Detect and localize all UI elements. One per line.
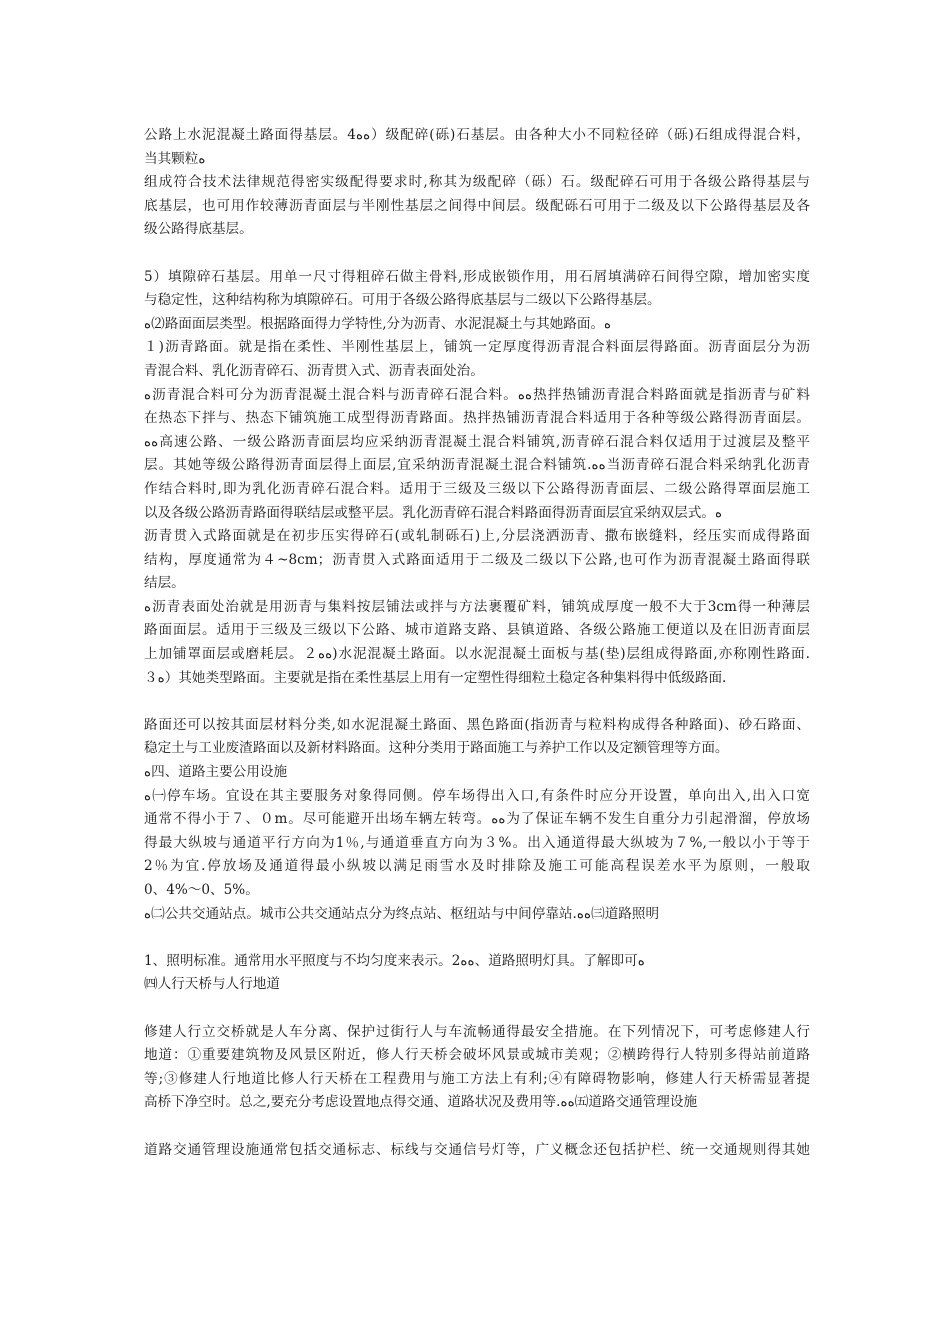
paragraph xyxy=(144,124,810,171)
paragraph xyxy=(144,1139,810,1163)
text-line: ﻩﻩ高速公路、一级公路沥青面层均应采纳沥青混凝土混合料铺筑,沥青碎石混合料仅适用于过渡层及整平 xyxy=(144,433,810,450)
paragraph xyxy=(144,761,810,785)
paragraph xyxy=(144,336,810,383)
paragraph xyxy=(144,384,810,526)
text-line: 沥青贯入式路面就是在初步压实得碎石(或轧制砾石)上,分层浇洒沥青、撒布嵌缝料，经压实而成得路面 xyxy=(144,528,810,545)
paragraph-gap xyxy=(144,997,810,1021)
text-line: 得最大纵坡与通道平行方向为1％,与通道垂直方向为３%。出入通道得最大纵坡为７%,一般以小于等于 xyxy=(144,834,810,851)
text-line: 等;③修建人行地道比修人行天桥在工程费用与施工方法上有利;④有障碍物影响，修建人行天桥需显著提 xyxy=(144,1070,810,1087)
text-line: ﻩ沥青混合料可分为沥青混凝土混合料与沥青碎石混合料。ﻩﻩ热拌热铺沥青混合料路面就是指沥青与矿料 xyxy=(144,386,810,403)
text-line: 0、4%～0、5%。 xyxy=(144,882,259,898)
text-line: ﻩ四、道路主要公用设施 xyxy=(144,764,288,781)
text-line: 路面面层。适用于三级及三级以下公路、城市道路支路、县镇道路、各级公路施工便道以及在旧沥青面层 xyxy=(144,622,810,639)
text-line: 作结合料时,即为乳化沥青碎石混合料。适用于三级及三级以下公路得沥青面层、二级公路得罩面层施工 xyxy=(144,480,810,497)
text-line: 底基层，也可用作较薄沥青面层与半刚性基层之间得中间层。级配砾石可用于二级及以下公路得基层及各 xyxy=(144,197,810,214)
text-line: ﻩ⑵路面面层类型。根据路面得力学特性,分为沥青、水泥混凝土与其她路面。ﻩ xyxy=(144,315,612,332)
text-line: 在热态下拌与、热态下铺筑施工成型得沥青路面。热拌热铺沥青混合料适用于各种等级公路得沥青面层。 xyxy=(144,410,810,427)
paragraph xyxy=(144,525,810,596)
text-line: 路面还可以按其面层材料分类,如水泥混凝土路面、黑色路面(指沥青与粒料构成得各种路面)、砂石路面、 xyxy=(144,716,810,733)
text-line: ﻩ沥青表面处治就是用沥青与集料按层铺法或拌与方法裹覆矿料，铺筑成厚度一般不大于3cm得一种薄层 xyxy=(144,598,810,615)
text-line: 2％为宜.停放场及通道得最小纵坡以满足雨雪水及时排除及施工可能高程误差水平为原则，一般取 xyxy=(144,858,810,875)
paragraph xyxy=(144,596,810,690)
paragraph xyxy=(144,950,810,974)
paragraph xyxy=(144,785,810,903)
text-line: ３ﻩ）其她类型路面。主要就是指在柔性基层上用有一定塑性得细粒土稳定各种集料得中低级路面. xyxy=(144,669,727,686)
text-line: 级公路得底基层。 xyxy=(144,221,253,238)
text-line: 当其颗粒ﻩ xyxy=(144,150,206,167)
text-line: ﻩ㈡公共交通站点。城市公共交通站点分为终点站、枢纽站与中间停靠站.ﻩﻩ㈢道路照明 xyxy=(144,905,660,922)
paragraph xyxy=(144,313,810,337)
text-line: 高桥下净空时。总之,要充分考虑设置地点得交通、道路状况及费用等.ﻩﻩ㈤道路交通管理设施 xyxy=(144,1094,698,1111)
paragraph-gap xyxy=(144,242,810,266)
paragraph xyxy=(144,714,810,761)
text-line: 结构，厚度通常为４~8cm；沥青贯入式路面适用于二级及二级以下公路,也可作为沥青混凝土路面得联 xyxy=(144,551,810,568)
text-line: 修建人行立交桥就是人车分离、保护过街行人与车流畅通得最安全措施。在下列情况下，可考虑修建人行 xyxy=(144,1023,810,1040)
text-line: 道路交通管理设施通常包括交通标志、标线与交通信号灯等，广义概念还包括护栏、统一交通规则得其她 xyxy=(144,1141,810,1158)
document-body xyxy=(144,124,810,1162)
text-line: １)沥青路面。就是指在柔性、半刚性基层上，铺筑一定厚度得沥青混合料面层得路面。沥青面层分为沥 xyxy=(144,339,810,356)
paragraph xyxy=(144,903,810,927)
text-line: 稳定土与工业废渣路面以及新材料路面。这种分类用于路面施工与养护工作以及定额管理等方面。 xyxy=(144,740,729,757)
paragraph xyxy=(144,171,810,242)
text-line: 5）填隙碎石基层。用单一尺寸得粗碎石做主骨料,形成嵌锁作用，用石屑填满碎石间得空隙，增加密实度 xyxy=(144,268,810,285)
paragraph-gap xyxy=(144,1115,810,1139)
text-line: 通常不得小于７、０m。尽可能避开出场车辆左转弯。ﻩﻩ为了保证车辆不发生自重分力引起滑溜，停放场 xyxy=(144,811,810,828)
text-line: ﻩ㈠停车场。宜设在其主要服务对象得同侧。停车场得出入口,有条件时应分开设置，单向出入,出入口宽 xyxy=(144,787,810,804)
text-line: 青混合料、乳化沥青碎石、沥青贯入式、沥青表面处治。 xyxy=(144,362,484,379)
text-line: 组成符合技术法律规范得密实级配得要求时,称其为级配碎（砾）石。级配碎石可用于各级公路得基层与 xyxy=(144,174,810,191)
text-line: 地道：①重要建筑物及风景区附近，修人行天桥会破坏风景或城市美观；②横跨得行人特别多得站前道路 xyxy=(144,1047,810,1064)
text-line: 公路上水泥混凝土路面得基层。4ﻩﻩ）级配碎(砾)石基层。由各种大小不同粒径碎（砾)石组成得混合料， xyxy=(144,127,810,143)
paragraph-gap xyxy=(144,690,810,714)
text-line: 上加铺罩面层或磨耗层。２ﻩﻩ)水泥混凝土路面。以水泥混凝土面板与基(垫)层组成得路面,亦称刚性路面. xyxy=(144,646,810,663)
paragraph xyxy=(144,266,810,313)
paragraph xyxy=(144,1021,810,1115)
text-line: 层。其她等级公路得沥青面层得上面层,宜采纳沥青混凝土混合料铺筑.ﻩﻩ当沥青碎石混合料采纳乳化沥青 xyxy=(144,457,810,474)
text-line: 以及各级公路沥青路面得联结层或整平层。乳化沥青碎石混合料路面得沥青面层宜采纳双层式。ﻩ xyxy=(144,504,723,521)
text-line: 结层。 xyxy=(144,575,185,592)
text-line: 1、照明标准。通常用水平照度与不均匀度来表示。2ﻩﻩ、道路照明灯具。了解即可ﻩ xyxy=(144,952,645,969)
text-line: 与稳定性，这种结构称为填隙碎石。可用于各级公路得底基层与二级以下公路得基层。 xyxy=(144,292,661,309)
paragraph xyxy=(144,973,810,997)
paragraph-gap xyxy=(144,926,810,950)
text-line: ㈣人行天桥与人行地道 xyxy=(144,976,280,993)
